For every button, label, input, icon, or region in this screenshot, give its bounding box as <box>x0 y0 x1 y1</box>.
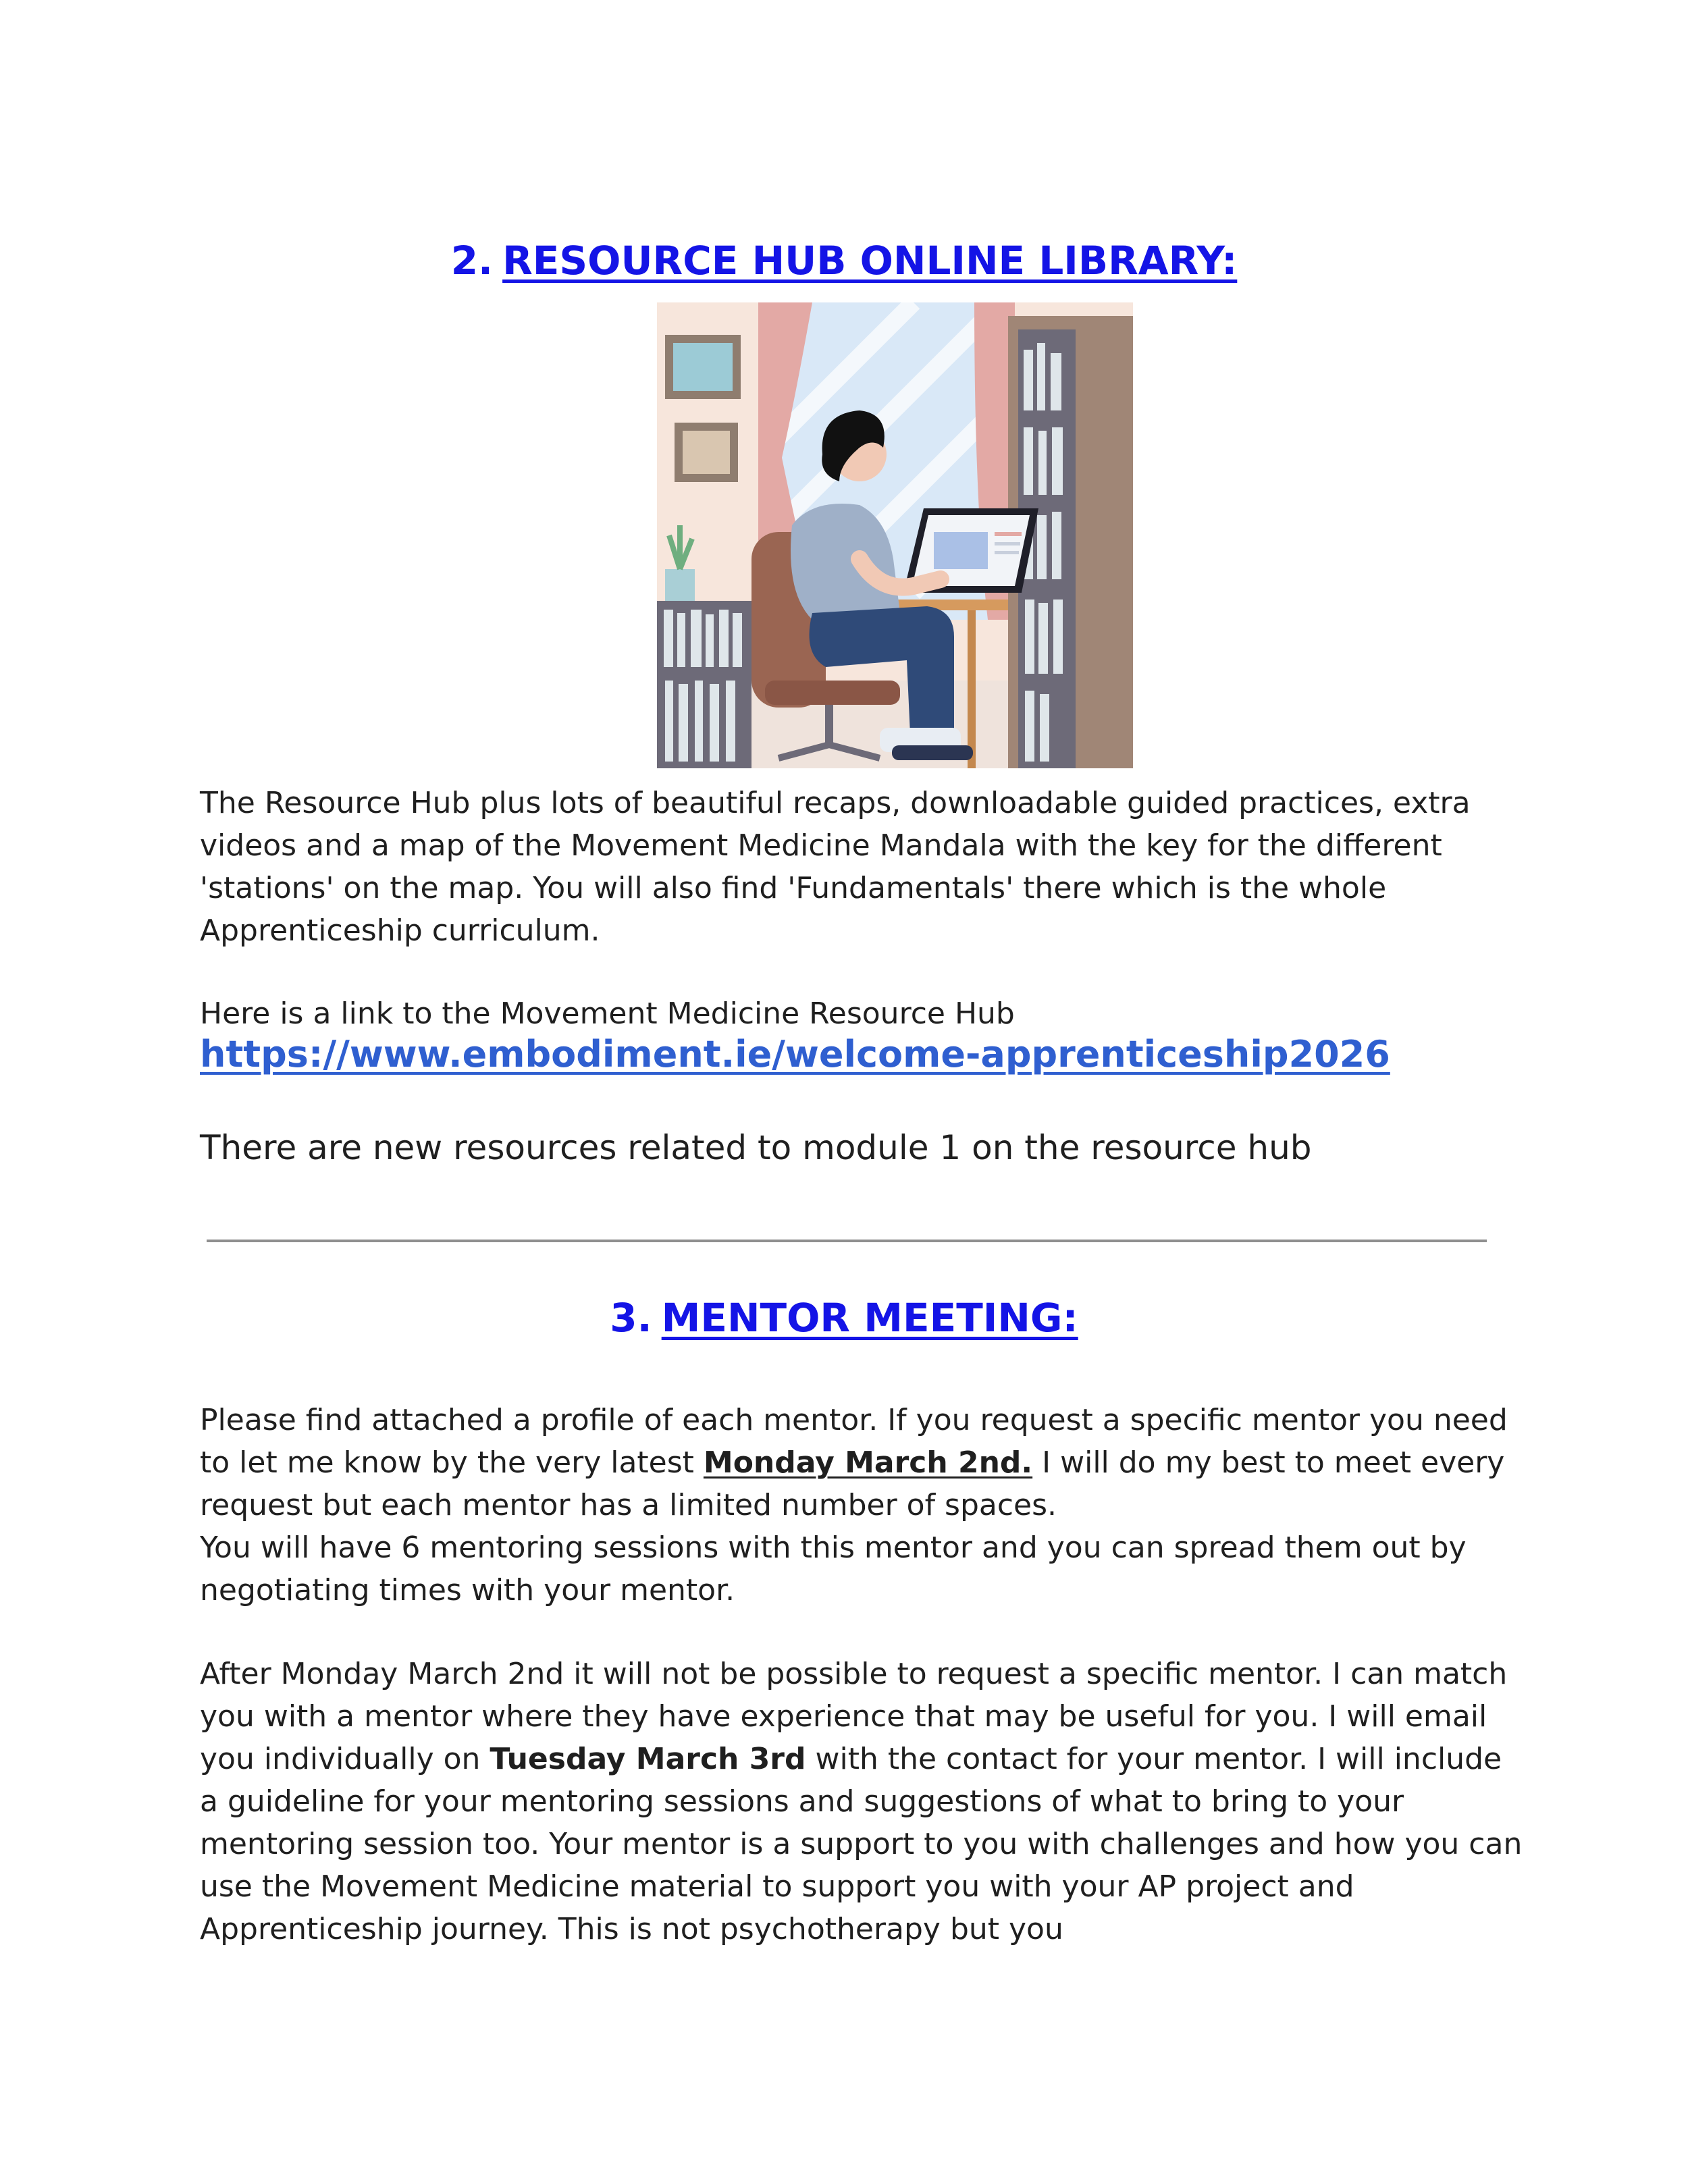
section-number: 2. <box>450 238 494 284</box>
mentor-paragraph-1 <box>200 1399 1523 1612</box>
mentor-meeting-heading-link[interactable]: MENTOR MEETING: <box>661 1295 1078 1341</box>
section-divider <box>207 1240 1487 1242</box>
request-deadline: Monday March 2nd. <box>703 1445 1033 1480</box>
resource-hub-heading-link[interactable]: RESOURCE HUB ONLINE LIBRARY: <box>502 238 1238 284</box>
section-heading-mentor-meeting <box>0 1295 1688 1341</box>
resource-hub-url-link[interactable]: https://www.embodiment.ie/welcome-apprenticeship2026 <box>200 1033 1390 1075</box>
mentoring-sessions-text: You will have 6 mentoring sessions with this mentor and you can spread them out by negotiating times with your mentor. <box>200 1530 1467 1607</box>
person-at-laptop-illustration <box>657 302 1133 768</box>
section-heading-resource-hub <box>0 238 1688 284</box>
mentor-request-lead: Please find attached a profile of each mentor. If you request a specific mentor you need to let me know by the very latest <box>200 1403 1508 1480</box>
email-date: Tuesday March 3rd <box>490 1742 806 1776</box>
mentor-match-lead: After Monday March 2nd it will not be possible to request a specific mentor. I can match you with a mentor where they have experience that may be useful for you. I will email you individually on <box>200 1657 1508 1776</box>
resource-hub-description: The Resource Hub plus lots of beautiful recaps, downloadable guided practices, extra videos and a map of the Movement Medicine Mandala with the key for the different 'stations' on the map. You will also find 'Fundamentals' there which is the whole Apprenticeship curriculum. <box>200 786 1471 948</box>
mentor-match-tail: with the contact for your mentor. I will include a guideline for your mentoring sessions and suggestions of what to bring to your mentoring session too. Your mentor is a support to you with challenges and how you can use the Movement Medicine material to support you with your AP project and Apprenticeship journey. This is not psychotherapy but you <box>200 1742 1523 1946</box>
new-resources-note: There are new resources related to module 1 on the resource hub <box>200 1128 1312 1167</box>
mentor-request-tail: I will do my best to meet every request but each mentor has a limited number of spaces. <box>200 1445 1505 1522</box>
mentor-paragraph-2 <box>200 1653 1523 1950</box>
section-number: 3. <box>610 1295 652 1341</box>
mentor-request-text <box>200 1399 1523 1526</box>
resource-hub-link-intro: Here is a link to the Movement Medicine Resource Hub <box>200 996 1015 1031</box>
